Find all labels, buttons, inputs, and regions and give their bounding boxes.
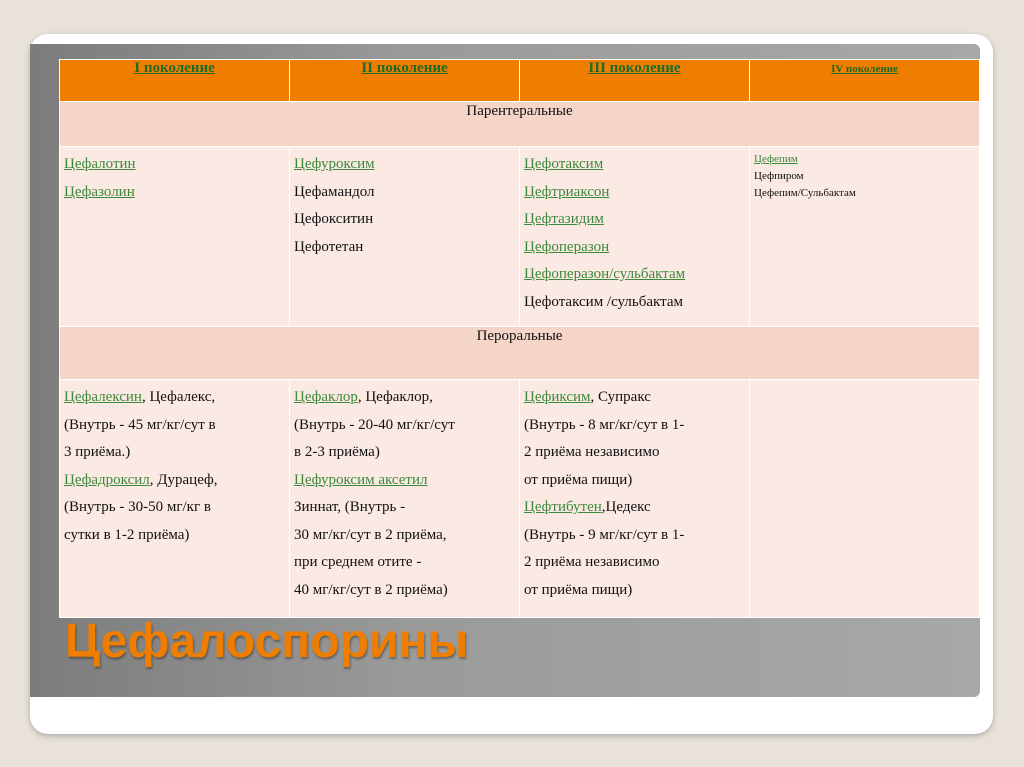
dosage-text: 30 мг/кг/сут в 2 приёма,: [294, 526, 447, 543]
oral-gen4-cell: [750, 380, 980, 618]
drug-link[interactable]: Цефиксим: [524, 389, 591, 405]
dosage-text: от приёма пищи): [524, 581, 633, 598]
drug-link[interactable]: Цефазолин: [64, 183, 135, 200]
drug-link[interactable]: Цефотаксим: [524, 156, 604, 172]
drug-name: Цефпиром: [754, 170, 804, 182]
drug-link[interactable]: Цефоперазон/сульбактам: [524, 266, 686, 282]
header-gen4: [750, 60, 980, 102]
parenteral-gen4-cell: [750, 147, 980, 327]
drug-link[interactable]: Цефаклор: [294, 389, 358, 405]
dosage-text: 2 приёма независимо: [524, 554, 660, 570]
dosage-text: (Внутрь - 45 мг/кг/сут в: [64, 416, 216, 433]
oral-gen2-cell: [290, 380, 520, 618]
parenteral-gen2-cell: [290, 147, 520, 327]
dosage-text: (Внутрь - 30-50 мг/кг в: [64, 499, 211, 515]
drug-text: , Дурацеф,: [149, 471, 218, 488]
drug-text: , Супракс: [590, 389, 651, 405]
drug-link[interactable]: Цефалотин: [64, 156, 136, 172]
oral-gen3-cell: [520, 380, 750, 618]
drug-text: ,Цедекс: [601, 499, 651, 515]
parenteral-row: [60, 147, 980, 327]
header-gen3-label[interactable]: III поколение: [588, 60, 681, 76]
oral-row: [60, 380, 980, 618]
dosage-text: (Внутрь - 9 мг/кг/сут в 1-: [524, 526, 685, 543]
drug-link[interactable]: Цефтибутен: [524, 499, 602, 515]
dosage-text: при среднем отите -: [294, 554, 422, 570]
drug-link[interactable]: Цефтазидим: [524, 211, 604, 227]
header-gen1-label[interactable]: I поколение: [134, 60, 215, 76]
header-gen3: [520, 60, 750, 102]
header-gen2-label[interactable]: II поколение: [361, 60, 448, 76]
drug-name: Цефепим/Сульбактам: [754, 187, 856, 199]
drug-name: Цефамандол: [294, 183, 375, 200]
header-gen4-label[interactable]: IV поколение: [831, 63, 898, 75]
header-gen2: [290, 60, 520, 102]
dosage-text: 2 приёма независимо: [524, 444, 660, 460]
drug-link[interactable]: Цефтриаксон: [524, 183, 610, 200]
drug-link[interactable]: Цефуроксим: [294, 156, 375, 172]
section-row-parenteral: [60, 102, 980, 147]
drug-text: , Цефалекс,: [141, 389, 216, 405]
dosage-text: (Внутрь - 20-40 мг/кг/сут: [294, 416, 455, 433]
cephalosporin-table: [59, 59, 980, 618]
dosage-text: в 2-3 приёма): [294, 444, 380, 460]
drug-link[interactable]: Цефадроксил: [64, 471, 150, 488]
parenteral-gen1-cell: [60, 147, 290, 327]
drug-link[interactable]: Цефоперазон: [524, 238, 610, 255]
drug-name: Цефотетан: [294, 238, 364, 255]
drug-name: Цефокситин: [294, 211, 374, 227]
drug-name: Цефотаксим /сульбактам: [524, 293, 683, 310]
section-oral: Пероральные: [60, 327, 980, 380]
oral-gen1-cell: [60, 380, 290, 618]
dosage-text: Зиннат, (Внутрь -: [294, 499, 406, 515]
header-gen1: [60, 60, 290, 102]
dosage-text: 3 приёма.): [64, 444, 131, 460]
dosage-text: 40 мг/кг/сут в 2 приёма): [294, 581, 448, 598]
parenteral-gen3-cell: [520, 147, 750, 327]
drug-link[interactable]: Цефепим: [754, 153, 798, 165]
header-row: [60, 60, 980, 102]
drug-text: , Цефаклор,: [357, 389, 433, 405]
dosage-text: сутки в 1-2 приёма): [64, 526, 190, 543]
drug-link[interactable]: Цефуроксим аксетил: [294, 471, 428, 488]
dosage-text: (Внутрь - 8 мг/кг/сут в 1-: [524, 416, 685, 433]
slide-title: Цефалоспорины: [65, 615, 469, 668]
section-parenteral: Парентеральные: [60, 102, 980, 147]
drug-link[interactable]: Цефалексин: [64, 389, 142, 405]
section-row-oral: [60, 327, 980, 380]
dosage-text: от приёма пищи): [524, 471, 633, 488]
